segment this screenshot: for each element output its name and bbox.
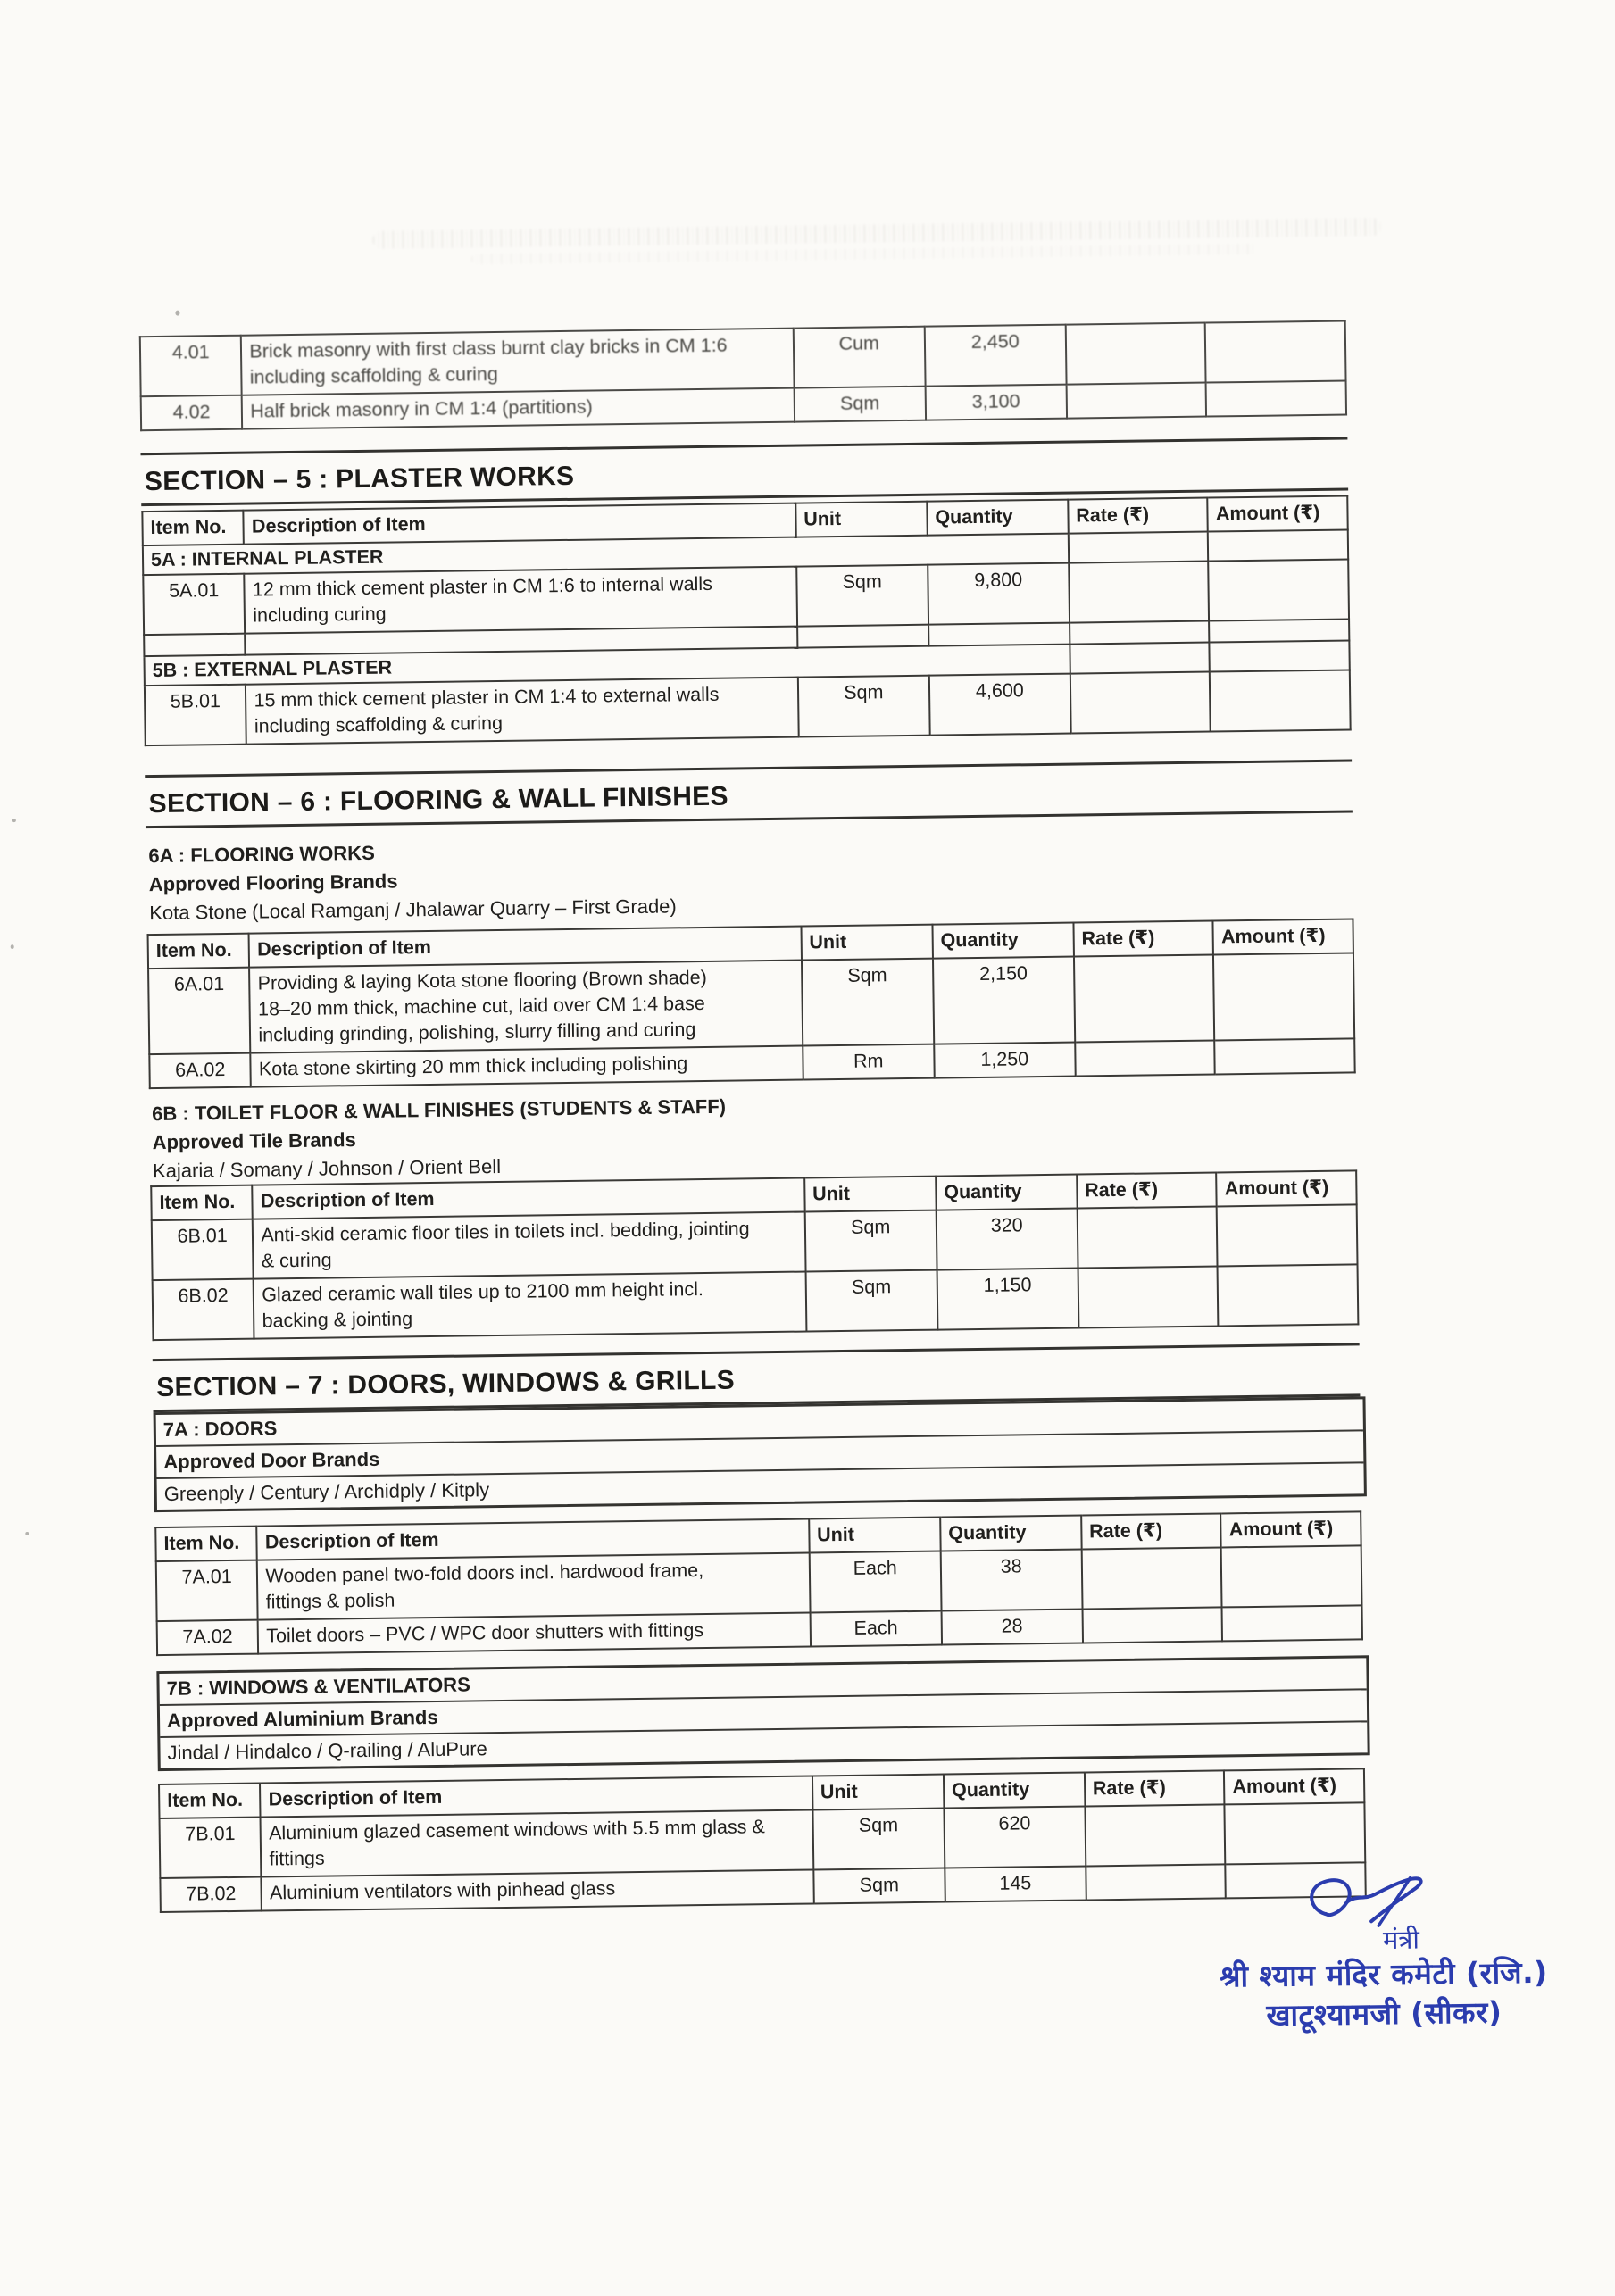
description-cell: Half brick masonry in CM 1:4 (partitions) bbox=[242, 388, 795, 429]
brands-list: Greenply / Century / Archidply / Kitply bbox=[163, 1478, 490, 1505]
item-no-cell: 6A.01 bbox=[148, 968, 251, 1054]
col-header-quantity: Quantity bbox=[944, 1772, 1085, 1808]
amount-cell bbox=[1215, 1038, 1355, 1074]
rate-cell bbox=[1074, 955, 1215, 1043]
rate-cell bbox=[1085, 1804, 1225, 1866]
section-6-heading bbox=[145, 759, 1353, 828]
quantity-cell: 320 bbox=[937, 1209, 1078, 1270]
amount-cell bbox=[1209, 559, 1349, 620]
col-header-description: Description of Item bbox=[244, 503, 796, 545]
description-cell: Anti-skid ceramic floor tiles in toilets incl. bedding, jointing & curing bbox=[253, 1212, 805, 1279]
brands-label: Approved Door Brands bbox=[156, 1431, 1363, 1479]
description-cell: Brick masonry with first class burnt clay bricks in CM 1:6 including scaffolding & curing bbox=[241, 329, 794, 395]
amount-cell bbox=[1221, 1545, 1361, 1607]
description-cell: Glazed ceramic wall tiles up to 2100 mm height incl. backing & jointing bbox=[254, 1272, 806, 1339]
section-title: SECTION – 6 : FLOORING & WALL FINISHES bbox=[145, 772, 1352, 828]
col-header-amount: Amount (₹) bbox=[1208, 496, 1348, 532]
col-header-unit: Unit bbox=[795, 502, 928, 537]
item-no-cell: 6B.01 bbox=[152, 1219, 254, 1280]
subsection-label: 5A : INTERNAL PLASTER bbox=[143, 534, 1069, 576]
col-header-unit: Unit bbox=[804, 1177, 937, 1212]
col-header-rate: Rate (₹) bbox=[1081, 1513, 1221, 1549]
unit-cell: Sqm bbox=[802, 959, 934, 1046]
section-5-heading bbox=[140, 437, 1348, 506]
rate-cell bbox=[1069, 532, 1209, 563]
rate-cell bbox=[1077, 1206, 1217, 1268]
col-header-rate: Rate (₹) bbox=[1073, 921, 1213, 957]
doors-info-box bbox=[154, 1396, 1367, 1512]
item-no-cell: 5B.01 bbox=[145, 685, 246, 745]
item-no-cell: 7B.02 bbox=[160, 1877, 262, 1912]
signature-scribble bbox=[1295, 1874, 1448, 1931]
toilet-finishes-info bbox=[152, 1084, 1360, 1185]
amount-cell bbox=[1210, 670, 1350, 731]
unit-cell: Sqm bbox=[798, 676, 930, 737]
col-header-rate: Rate (₹) bbox=[1085, 1770, 1225, 1806]
flooring-works-table bbox=[147, 918, 1356, 1089]
table-row bbox=[148, 953, 1354, 1054]
item-no-cell: 6A.02 bbox=[149, 1053, 251, 1088]
col-header-amount: Amount (₹) bbox=[1221, 1511, 1361, 1547]
quantity-cell: 4,600 bbox=[929, 674, 1071, 736]
brands-label: Approved Aluminium Brands bbox=[160, 1690, 1367, 1738]
col-header-unit: Unit bbox=[812, 1775, 945, 1810]
item-no-cell: 7A.01 bbox=[156, 1560, 258, 1621]
scan-speck bbox=[12, 819, 16, 822]
col-header-unit: Unit bbox=[801, 925, 933, 961]
subsection-label: 5B : EXTERNAL PLASTER bbox=[144, 645, 1070, 686]
subsection-heading: 7B : WINDOWS & VENTILATORS bbox=[159, 1658, 1366, 1706]
description-cell: Kota stone skirting 20 mm thick including polishing bbox=[251, 1046, 803, 1087]
description-cell: Wooden panel two-fold doors incl. hardwood frame, fittings & polish bbox=[257, 1552, 810, 1619]
brands-label: Approved Flooring Brands bbox=[148, 869, 398, 896]
brands-list: Kajaria / Somany / Johnson / Orient Bell bbox=[152, 1154, 502, 1183]
subsection-heading: 7A : DOORS bbox=[156, 1399, 1363, 1447]
empty-cell bbox=[144, 634, 246, 656]
col-header-item-no: Item No. bbox=[151, 1185, 253, 1220]
unit-cell: Each bbox=[809, 1551, 941, 1613]
rate-cell bbox=[1081, 1547, 1221, 1609]
brands-list: Jindal / Hindalco / Q-railing / AluPure bbox=[167, 1737, 487, 1764]
section-title: SECTION – 7 : DOORS, WINDOWS & GRILLS bbox=[153, 1356, 1360, 1412]
description-cell: Toilet doors – PVC / WPC door shutters with fittings bbox=[258, 1612, 811, 1653]
item-no-cell: 6B.02 bbox=[153, 1279, 254, 1340]
rate-cell bbox=[1070, 672, 1211, 734]
col-header-quantity: Quantity bbox=[927, 500, 1068, 536]
quantity-cell: 3,100 bbox=[925, 385, 1066, 420]
col-header-description: Description of Item bbox=[249, 927, 802, 968]
rate-cell bbox=[1082, 1607, 1222, 1643]
empty-cell bbox=[1209, 619, 1349, 642]
description-cell: 12 mm thick cement plaster in CM 1:6 to internal walls including curing bbox=[245, 567, 797, 634]
scan-noise-band bbox=[471, 244, 1257, 265]
quantity-cell: 2,450 bbox=[925, 325, 1067, 387]
unit-cell: Rm bbox=[803, 1044, 935, 1080]
amount-cell bbox=[1208, 529, 1348, 561]
windows-info-box bbox=[156, 1655, 1369, 1771]
description-cell: Providing & laying Kota stone flooring (Brown shade) 18–20 mm thick, machine cut, laid over CM 1:4 base including grinding, polishing, slurry filling and curing bbox=[249, 961, 803, 1053]
amount-cell bbox=[1206, 381, 1346, 417]
col-header-quantity: Quantity bbox=[932, 923, 1073, 959]
scan-speck bbox=[11, 944, 14, 949]
col-header-amount: Amount (₹) bbox=[1217, 1170, 1357, 1206]
unit-cell: Sqm bbox=[805, 1270, 937, 1332]
amount-cell bbox=[1222, 1605, 1362, 1641]
rate-cell bbox=[1075, 1040, 1215, 1076]
description-cell: Aluminium ventilators with pinhead glass bbox=[262, 1869, 814, 1910]
brands-list: Kota Stone (Local Ramganj / Jhalawar Quarry – First Grade) bbox=[149, 894, 677, 925]
quantity-cell: 145 bbox=[945, 1866, 1086, 1901]
col-header-amount: Amount (₹) bbox=[1213, 919, 1353, 954]
subsection-heading: 6A : FLOORING WORKS bbox=[148, 841, 375, 868]
rate-cell bbox=[1066, 383, 1206, 419]
organization-name: श्री श्याम मंदिर कमेटी (रजि.) bbox=[1219, 1954, 1548, 1994]
empty-cell bbox=[928, 623, 1070, 646]
item-no-cell: 7B.01 bbox=[160, 1818, 262, 1878]
item-no-cell: 7A.02 bbox=[157, 1620, 259, 1655]
quantity-cell: 2,150 bbox=[933, 957, 1075, 1044]
unit-cell: Sqm bbox=[804, 1210, 937, 1272]
item-no-cell: 4.01 bbox=[140, 336, 242, 396]
amount-cell bbox=[1225, 1802, 1365, 1864]
col-header-quantity: Quantity bbox=[936, 1175, 1077, 1210]
rate-cell bbox=[1070, 643, 1210, 674]
quantity-cell: 28 bbox=[941, 1609, 1082, 1644]
col-header-unit: Unit bbox=[809, 1518, 941, 1553]
description-cell: 15 mm thick cement plaster in CM 1:4 to external walls including scaffolding & curing bbox=[246, 678, 798, 745]
unit-cell: Cum bbox=[793, 327, 925, 388]
windows-table bbox=[158, 1768, 1367, 1913]
organization-place: खाटूश्यामजी (सीकर) bbox=[1266, 1994, 1503, 2033]
section-title: SECTION – 5 : PLASTER WORKS bbox=[141, 450, 1348, 506]
col-header-rate: Rate (₹) bbox=[1068, 498, 1208, 534]
toilet-finishes-table bbox=[150, 1169, 1359, 1341]
brands-label: Approved Tile Brands bbox=[152, 1128, 356, 1154]
unit-cell: Each bbox=[810, 1611, 942, 1647]
amount-cell bbox=[1218, 1264, 1358, 1326]
col-header-item-no: Item No. bbox=[159, 1784, 261, 1818]
rate-cell bbox=[1069, 562, 1209, 623]
amount-cell bbox=[1213, 953, 1354, 1040]
flooring-works-info bbox=[148, 826, 1356, 928]
unit-cell: Sqm bbox=[812, 1809, 945, 1870]
item-no-cell: 4.02 bbox=[141, 395, 243, 430]
col-header-description: Description of Item bbox=[260, 1776, 812, 1817]
empty-cell bbox=[1070, 621, 1210, 645]
col-header-rate: Rate (₹) bbox=[1077, 1172, 1217, 1208]
quantity-cell: 1,150 bbox=[937, 1269, 1078, 1330]
subsection-heading: 6B : TOILET FLOOR & WALL FINISHES (STUDENTS & STAFF) bbox=[152, 1094, 727, 1126]
quantity-cell: 1,250 bbox=[934, 1043, 1075, 1078]
amount-cell bbox=[1210, 640, 1350, 671]
unit-cell: Sqm bbox=[813, 1868, 945, 1904]
signatory-role: मंत्री bbox=[1382, 1924, 1420, 1956]
quantity-cell: 620 bbox=[944, 1806, 1086, 1868]
col-header-amount: Amount (₹) bbox=[1224, 1768, 1364, 1804]
amount-cell bbox=[1217, 1204, 1357, 1266]
rate-cell bbox=[1065, 323, 1205, 385]
col-header-description: Description of Item bbox=[257, 1518, 810, 1560]
doors-table bbox=[154, 1510, 1363, 1656]
scan-speck bbox=[175, 311, 179, 316]
description-cell: Aluminium glazed casement windows with 5.5 mm glass & fittings bbox=[261, 1809, 813, 1876]
signature-block bbox=[1190, 1872, 1576, 2036]
masonry-table-fragment bbox=[139, 320, 1347, 432]
amount-cell bbox=[1205, 321, 1345, 383]
col-header-item-no: Item No. bbox=[148, 934, 250, 969]
col-header-item-no: Item No. bbox=[155, 1527, 257, 1561]
quantity-cell: 38 bbox=[941, 1549, 1083, 1610]
col-header-item-no: Item No. bbox=[142, 511, 244, 545]
scan-speck bbox=[25, 1532, 29, 1535]
plaster-works-table bbox=[141, 495, 1351, 746]
quantity-cell: 9,800 bbox=[928, 563, 1070, 625]
unit-cell: Sqm bbox=[794, 387, 926, 422]
col-header-description: Description of Item bbox=[253, 1178, 805, 1219]
item-no-cell: 5A.01 bbox=[143, 574, 245, 635]
empty-cell bbox=[797, 625, 928, 648]
rate-cell bbox=[1078, 1266, 1218, 1327]
unit-cell: Sqm bbox=[796, 565, 928, 627]
col-header-quantity: Quantity bbox=[940, 1516, 1081, 1551]
